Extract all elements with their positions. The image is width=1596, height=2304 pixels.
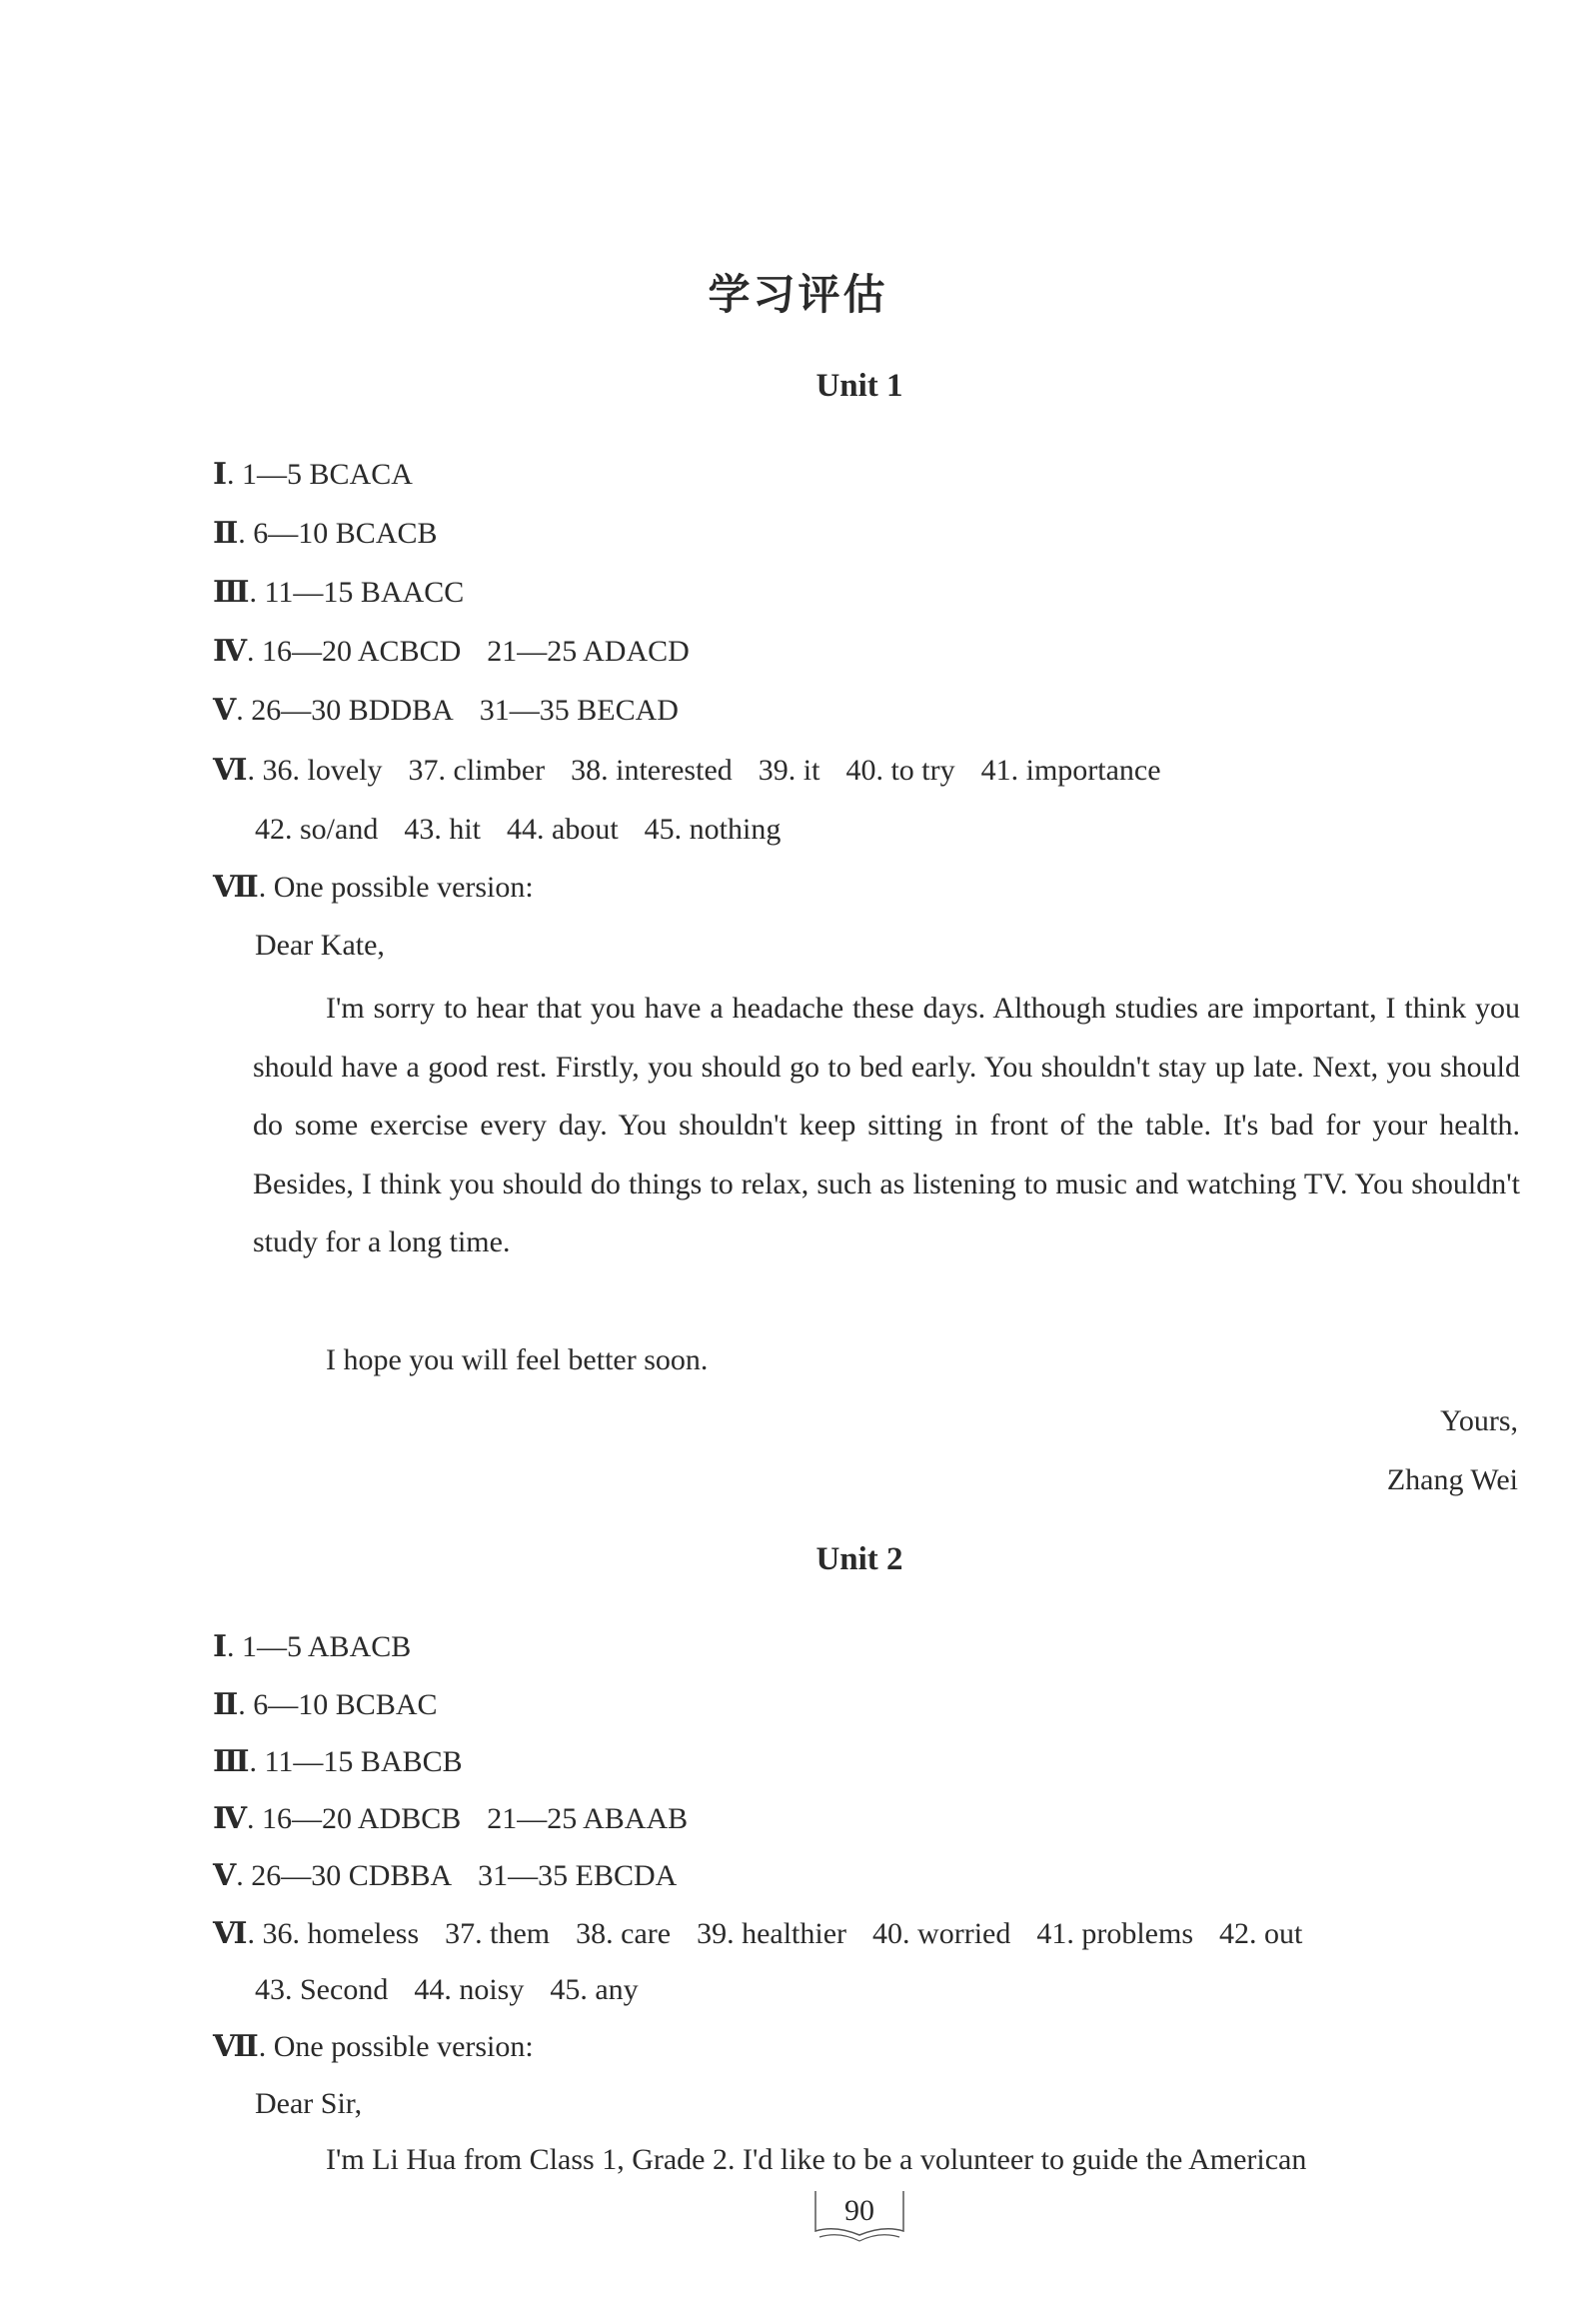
u2-item-5: Ⅴ. 26—30 CDBBA 31—35 EBCDA — [213, 1858, 678, 1893]
u2-answer-1: 1—5 ABACB — [242, 1630, 412, 1663]
u2-fill-39: 39. healthier — [697, 1917, 847, 1950]
u1-fill-38: 38. interested — [571, 754, 733, 787]
u2-numeral-5: Ⅴ — [213, 1858, 237, 1893]
u2-fill-38: 38. care — [576, 1917, 672, 1950]
u2-writing-intro: One possible version: — [273, 2030, 534, 2063]
u1-answer-4b: 21—25 ADACD — [487, 635, 690, 668]
u1-answer-4a: 16—20 ACBCD — [262, 635, 462, 668]
u1-answer-5b: 31—35 BECAD — [479, 694, 679, 727]
u1-letter-closing-line: I hope you will feel better soon. — [326, 1343, 709, 1376]
u2-fill-37: 37. them — [445, 1917, 551, 1950]
u2-answer-4b: 21—25 ABAAB — [487, 1802, 689, 1835]
u1-fill-37: 37. climber — [408, 754, 546, 787]
page-number: 90 — [844, 2194, 874, 2227]
u1-item-6: Ⅵ. 36. lovely 37. climber 38. interested 39. it 40. to try 41. importance — [213, 753, 1161, 788]
u1-writing-intro: One possible version: — [273, 871, 534, 904]
page-title: 学习评估 — [708, 270, 888, 319]
u1-numeral-2: Ⅱ — [213, 516, 239, 551]
u1-answer-5a: 26—30 BDDBA — [251, 694, 454, 727]
u1-fill-44: 44. about — [507, 813, 619, 846]
u2-numeral-2: Ⅱ — [213, 1687, 239, 1722]
u1-letter-closing: Yours, — [1440, 1404, 1518, 1437]
u1-numeral-7: Ⅶ — [213, 870, 259, 905]
u1-item-5: Ⅴ. 26—30 BDDBA 31—35 BECAD — [213, 693, 679, 728]
u1-answer-3: 11—15 BAACC — [264, 576, 465, 609]
u1-answer-2: 6—10 BCACB — [253, 517, 438, 550]
u1-fill-40: 40. to try — [845, 754, 955, 787]
u2-letter-salutation: Dear Sir, — [255, 2087, 363, 2120]
u1-item-2: Ⅱ. 6—10 BCACB — [213, 516, 438, 551]
u1-item-4: Ⅳ. 16—20 ACBCD 21—25 ADACD — [213, 634, 690, 669]
u1-letter-salutation: Dear Kate, — [255, 929, 385, 962]
u2-fill-42: 42. out — [1219, 1917, 1303, 1950]
u2-fill-44: 44. noisy — [414, 1973, 525, 2006]
u1-item-3: Ⅲ. 11—15 BAACC — [213, 575, 465, 610]
u2-answer-5a: 26—30 CDBBA — [251, 1859, 453, 1892]
u2-numeral-6: Ⅵ — [213, 1916, 248, 1951]
u2-letter-body: I'm Li Hua from Class 1, Grade 2. I'd like to be a volunteer to guide the American — [326, 2143, 1307, 2176]
u2-numeral-3: Ⅲ — [213, 1744, 250, 1779]
u1-item-7: Ⅶ. One possible version: — [213, 870, 534, 905]
u2-item-7: Ⅶ. One possible version: — [213, 2029, 534, 2064]
u1-numeral-3: Ⅲ — [213, 575, 250, 610]
u1-answer-1: 1—5 BCACA — [242, 458, 413, 491]
u1-numeral-4: Ⅳ — [213, 634, 248, 669]
u1-fill-41: 41. importance — [980, 754, 1161, 787]
u1-letter-body: I'm sorry to hear that you have a headache these days. Although studies are important, I think you should have a good rest. Firstly, you should go to bed early. You shouldn't stay up late. Next, you should do some exercise every day. You shouldn't keep sitting in front of the table. It's bad for your health. Besides, I think you should do things to relax, such as listening to music and watching TV. You shouldn't study for a long time. — [253, 992, 1520, 1258]
u2-answer-3: 11—15 BABCB — [264, 1745, 463, 1778]
u2-numeral-4: Ⅳ — [213, 1801, 248, 1836]
u2-item-2: Ⅱ. 6—10 BCBAC — [213, 1687, 438, 1722]
u2-numeral-1: Ⅰ — [213, 1629, 228, 1664]
u1-item-6-cont — [255, 810, 781, 850]
u2-item-4: Ⅳ. 16—20 ADBCB 21—25 ABAAB — [213, 1801, 689, 1836]
u2-answer-2: 6—10 BCBAC — [253, 1688, 438, 1721]
u1-item-1: Ⅰ. 1—5 BCACA — [213, 457, 413, 492]
unit-2-heading: Unit 2 — [815, 1541, 903, 1577]
u2-fill-41: 41. problems — [1036, 1917, 1193, 1950]
u1-letter-signature: Zhang Wei — [1386, 1463, 1518, 1496]
u1-fill-36: 36. lovely — [262, 754, 383, 787]
u1-numeral-1: Ⅰ — [213, 457, 228, 492]
u2-item-6: Ⅵ. 36. homeless 37. them 38. care 39. healthier 40. worried 41. problems 42. out — [213, 1916, 1303, 1951]
u2-fill-43: 43. Second — [255, 1973, 389, 2006]
u1-fill-45: 45. nothing — [644, 813, 782, 846]
u1-numeral-5: Ⅴ — [213, 693, 237, 728]
unit-1-heading: Unit 1 — [815, 368, 903, 404]
u2-answer-4a: 16—20 ADBCB — [262, 1802, 462, 1835]
u2-item-1: Ⅰ. 1—5 ABACB — [213, 1629, 412, 1664]
u2-numeral-7: Ⅶ — [213, 2029, 259, 2064]
u2-fill-40: 40. worried — [872, 1917, 1011, 1950]
u1-numeral-6: Ⅵ — [213, 753, 248, 788]
u1-fill-42: 42. so/and — [255, 813, 379, 846]
u2-item-6-cont — [255, 1970, 639, 2010]
u2-fill-36: 36. homeless — [262, 1917, 420, 1950]
u2-answer-5b: 31—35 EBCDA — [478, 1859, 678, 1892]
u2-item-3: Ⅲ. 11—15 BABCB — [213, 1744, 463, 1779]
u2-fill-45: 45. any — [550, 1973, 639, 2006]
u1-fill-39: 39. it — [758, 754, 820, 787]
u1-fill-43: 43. hit — [404, 813, 481, 846]
